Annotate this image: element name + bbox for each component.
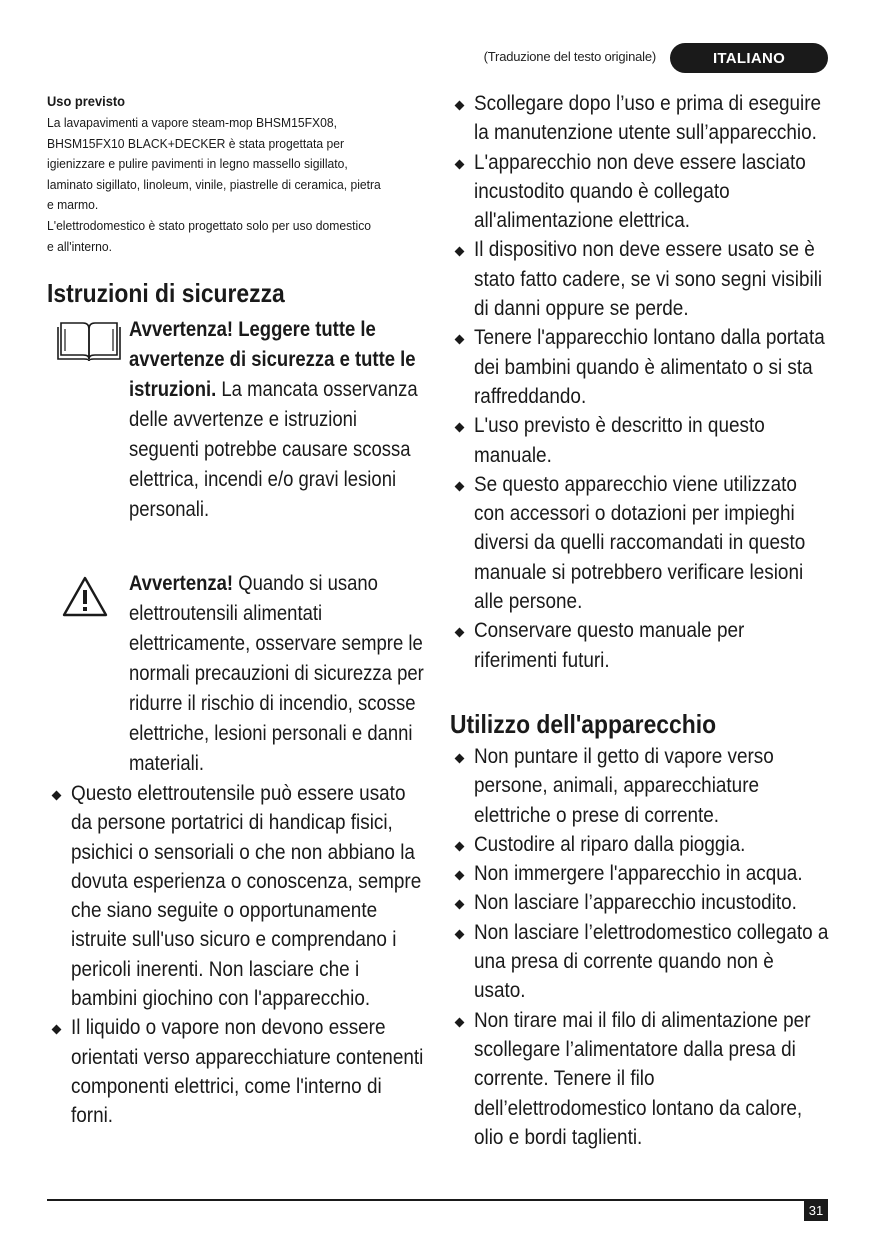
list-item-text: Non tirare mai il filo di alimentazione per scollegare l’alimentatore dalla presa di corrente. Tenere il filo dell’elettrodomestico lontano da calore, olio e bordi taglienti.: [474, 1007, 811, 1149]
list-item: [450, 148, 832, 236]
usage-bullets: [450, 742, 832, 1152]
list-item: [450, 411, 832, 470]
bullet-diamond-icon: [455, 481, 465, 491]
bullet-diamond-icon: [455, 871, 465, 881]
list-item: [450, 1006, 832, 1152]
list-item-text: Custodire al riparo dalla pioggia.: [474, 831, 746, 856]
warning2-body: Quando si usano elettroutensili alimentati elettricamente, osservare sempre le normali precauzioni di sicurezza per ridurre il rischio di incendio, scosse elettriche, lesioni personali e danni materiali.: [129, 572, 424, 775]
list-item-text: Conservare questo manuale per riferimenti futuri.: [474, 618, 745, 672]
usage-title: Utilizzo dell'apparecchio: [450, 709, 717, 739]
list-item-text: Il dispositivo non deve essere usato se è stato fatto cadere, se vi sono segni visibili di danni oppure se perde.: [474, 237, 823, 321]
list-item-text: L'apparecchio non deve essere lasciato incustodito quando è collegato all'alimentazione elettrica.: [474, 149, 806, 233]
bullet-diamond-icon: [455, 247, 465, 257]
intended-use-title: Uso previsto: [47, 93, 126, 109]
safety-bullets-left: [47, 779, 429, 1131]
list-item-text: Non immergere l'apparecchio in acqua.: [474, 861, 803, 886]
intro-line: BHSM15FX10 BLACK+DECKER è stata progettata per: [47, 135, 345, 151]
list-item: [47, 1013, 429, 1130]
bullet-diamond-icon: [455, 754, 465, 764]
list-item: [450, 616, 832, 675]
warning1-bold: Avvertenza! Leggere tutte le avvertenze di sicurezza e tutte le istruzioni.: [129, 318, 416, 401]
list-item-text: Il liquido o vapore non devono essere orientati verso apparecchiature contenenti componenti elettrici, come l'interno di forni.: [71, 1015, 424, 1128]
intended-use-text: [47, 113, 433, 257]
list-item: [47, 779, 429, 1013]
warning2-bold: Avvertenza!: [129, 572, 234, 595]
bullet-diamond-icon: [52, 1025, 62, 1035]
intro-line: e marmo.: [47, 197, 99, 213]
warning1-body: La mancata osservanza delle avvertenze e istruzioni seguenti potrebbe causare scossa elettrica, incendi e/o gravi lesioni personali.: [129, 378, 418, 521]
list-item-text: Non puntare il getto di vapore verso persone, animali, apparecchiature elettriche o prese di corrente.: [474, 744, 774, 827]
list-item-text: Tenere l'apparecchio lontano dalla portata dei bambini quando è alimentato o si sta raffreddando.: [474, 325, 825, 408]
list-item-text: Non lasciare l’elettrodomestico collegato a una presa di corrente quando non è usato.: [474, 919, 829, 1003]
bullet-diamond-icon: [455, 159, 465, 169]
list-item: [450, 859, 832, 888]
manual-book-icon: [57, 319, 121, 368]
list-item-text: Se questo apparecchio viene utilizzato con accessori o dotazioni per impieghi diversi da quelli raccomandati in questo manuale si potrebbero verificare lesioni alle persone.: [474, 471, 806, 614]
list-item: [450, 89, 832, 148]
list-item-text: Scollegare dopo l’uso e prima di eseguire la manutenzione utente sull’apparecchio.: [474, 91, 822, 145]
intro-line: La lavapavimenti a vapore steam-mop BHSM15FX08,: [47, 115, 337, 130]
bullet-diamond-icon: [455, 628, 465, 638]
translation-note: (Traduzione del testo originale): [483, 49, 656, 64]
language-badge: ITALIANO: [670, 43, 828, 73]
list-item: [450, 323, 832, 411]
warning2-text: [129, 569, 428, 779]
intro-line: laminato sigillato, linoleum, vinile, piastrelle di ceramica, pietra: [47, 176, 381, 192]
list-item: [450, 742, 832, 830]
bullet-diamond-icon: [455, 900, 465, 910]
bullet-diamond-icon: [455, 929, 465, 939]
safety-title: Istruzioni di sicurezza: [47, 278, 285, 308]
bullet-diamond-icon: [455, 1017, 465, 1027]
list-item-text: Non lasciare l’apparecchio incustodito.: [474, 890, 797, 915]
bullet-diamond-icon: [455, 841, 465, 851]
list-item: [450, 470, 832, 616]
safety-bullets-right: [450, 89, 832, 675]
warning-triangle-icon: [61, 575, 109, 624]
list-item: [450, 830, 832, 859]
bullet-diamond-icon: [455, 335, 465, 345]
bullet-diamond-icon: [455, 423, 465, 433]
bullet-diamond-icon: [52, 791, 62, 801]
page-number: 31: [804, 1199, 828, 1221]
list-item: [450, 888, 832, 917]
bullet-diamond-icon: [455, 101, 465, 111]
list-item-text: Questo elettroutensile può essere usato da persone portatrici di handicap fisici, psichici o sensoriali o che non abbiano la dovuta esperienza o conoscenza, sempre che siano seguite o opportunamente istruite sull'uso sicuro e comprendano i pericoli inerenti. Non lasciare che i bambini giochino con l'apparecchio.: [71, 781, 422, 1011]
list-item: [450, 235, 832, 323]
footer-rule: [47, 1199, 827, 1201]
intro-line: L'elettrodomestico è stato progettato solo per uso domestico: [47, 217, 372, 233]
list-item: [450, 918, 832, 1006]
warning1-text: [129, 315, 428, 525]
intro-line: e all'interno.: [47, 238, 113, 254]
intro-line: igienizzare e pulire pavimenti in legno massello sigillato,: [47, 156, 348, 172]
list-item-text: L'uso previsto è descritto in questo manuale.: [474, 413, 765, 467]
